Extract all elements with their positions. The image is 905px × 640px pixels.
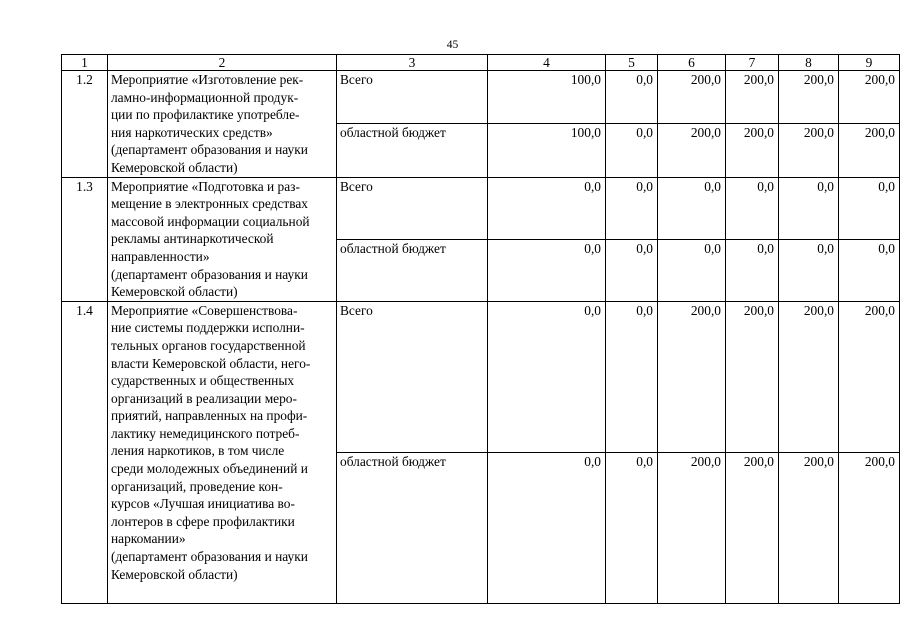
amount-cell: 200,0 (726, 301, 779, 452)
amount-cell: 0,0 (606, 124, 658, 177)
item-description (108, 71, 337, 178)
column-header: 6 (658, 55, 726, 71)
item-number: 1.2 (62, 71, 108, 178)
table-row (62, 301, 900, 452)
description-line: (департамент образования и науки (111, 549, 308, 565)
description-line: наркомании» (111, 531, 186, 547)
amount-cell: 200,0 (658, 301, 726, 452)
budget-table (61, 54, 900, 604)
description-line: Мероприятие «Совершенствова- (111, 302, 298, 318)
amount-cell: 200,0 (839, 71, 900, 124)
amount-cell: 0,0 (606, 177, 658, 239)
amount-cell: 0,0 (606, 239, 658, 301)
description-line: сударственных и общественных (111, 373, 295, 389)
funding-source: областной бюджет (337, 124, 488, 177)
amount-cell: 0,0 (606, 71, 658, 124)
column-header: 2 (108, 55, 337, 71)
amount-cell: 200,0 (839, 452, 900, 603)
amount-cell: 200,0 (779, 71, 839, 124)
amount-cell: 0,0 (726, 177, 779, 239)
amount-cell: 0,0 (658, 177, 726, 239)
column-header: 9 (839, 55, 900, 71)
amount-cell: 100,0 (488, 71, 606, 124)
description-line: лонтеров в сфере профилактики (111, 513, 295, 529)
column-header: 5 (606, 55, 658, 71)
funding-source: областной бюджет (337, 452, 488, 603)
amount-cell: 200,0 (779, 124, 839, 177)
description-line: организаций в реализации меро- (111, 390, 297, 406)
amount-cell: 0,0 (488, 301, 606, 452)
description-line: организаций, проведение кон- (111, 478, 283, 494)
page-number: 45 (446, 39, 459, 51)
item-description (108, 301, 337, 604)
funding-source: Всего (337, 177, 488, 239)
amount-cell: 0,0 (839, 177, 900, 239)
description-line: массовой информации социальной (111, 213, 310, 229)
description-line: тельных органов государственной (111, 337, 306, 353)
funding-source: Всего (337, 71, 488, 124)
amount-cell: 0,0 (606, 301, 658, 452)
amount-cell: 200,0 (779, 452, 839, 603)
table-row (62, 177, 900, 239)
amount-cell: 200,0 (726, 71, 779, 124)
description-line: направленности» (111, 248, 210, 264)
amount-cell: 0,0 (606, 452, 658, 603)
column-header: 1 (62, 55, 108, 71)
description-line: Кемеровской области) (111, 284, 238, 300)
amount-cell: 0,0 (779, 239, 839, 301)
amount-cell: 200,0 (839, 301, 900, 452)
amount-cell: 200,0 (658, 452, 726, 603)
table-row (62, 71, 900, 124)
amount-cell: 0,0 (488, 452, 606, 603)
description-line: ламно-информационной продук- (111, 89, 299, 105)
amount-cell: 100,0 (488, 124, 606, 177)
description-line: среди молодежных объединений и (111, 461, 308, 477)
description-line: Мероприятие «Изготовление рек- (111, 72, 304, 87)
funding-source: областной бюджет (337, 239, 488, 301)
description-line: Кемеровской области) (111, 566, 238, 582)
description-line: ние системы поддержки исполни- (111, 320, 305, 336)
description-line: Мероприятие «Подготовка и раз- (111, 178, 300, 194)
description-line: Кемеровской области) (111, 159, 238, 175)
description-line: рекламы антинаркотической (111, 231, 274, 247)
amount-cell: 0,0 (839, 239, 900, 301)
amount-cell: 0,0 (488, 177, 606, 239)
item-number: 1.4 (62, 301, 108, 604)
funding-source: Всего (337, 301, 488, 452)
column-header: 8 (779, 55, 839, 71)
description-line: ции по профилактике употребле- (111, 107, 300, 123)
amount-cell: 200,0 (839, 124, 900, 177)
amount-cell: 200,0 (726, 452, 779, 603)
amount-cell: 0,0 (779, 177, 839, 239)
header-row (62, 55, 900, 71)
column-header: 7 (726, 55, 779, 71)
amount-cell: 0,0 (726, 239, 779, 301)
column-header: 4 (488, 55, 606, 71)
item-description (108, 177, 337, 301)
column-header: 3 (337, 55, 488, 71)
description-line: приятий, направленных на профи- (111, 408, 308, 424)
description-line: ния наркотических средств» (111, 124, 273, 140)
item-number: 1.3 (62, 177, 108, 301)
amount-cell: 200,0 (658, 124, 726, 177)
description-line: (департамент образования и науки (111, 142, 308, 158)
amount-cell: 0,0 (658, 239, 726, 301)
amount-cell: 200,0 (779, 301, 839, 452)
description-line: ления наркотиков, в том числе (111, 443, 285, 459)
description-line: мещение в электронных средствах (111, 196, 309, 212)
amount-cell: 0,0 (488, 239, 606, 301)
description-line: власти Кемеровской области, него- (111, 355, 311, 371)
amount-cell: 200,0 (658, 71, 726, 124)
description-line: (департамент образования и науки (111, 266, 308, 282)
amount-cell: 200,0 (726, 124, 779, 177)
description-line: курсов «Лучшая инициатива во- (111, 496, 295, 512)
description-line: лактику немедицинского потреб- (111, 425, 300, 441)
